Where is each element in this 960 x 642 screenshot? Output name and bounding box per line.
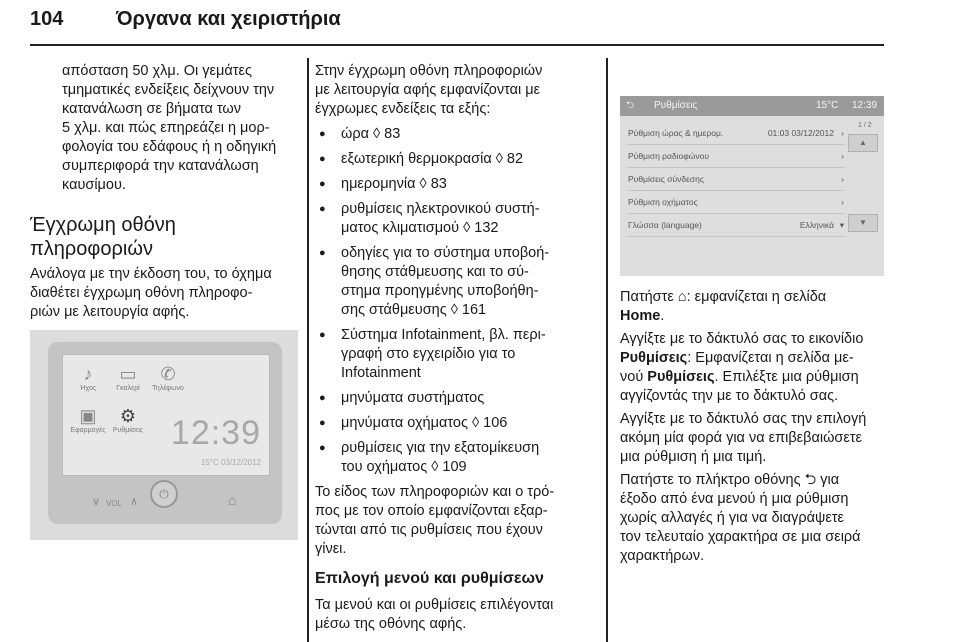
column-divider xyxy=(307,58,309,642)
time: 12:39 xyxy=(852,100,878,111)
list-item: ● μηνύματα οχήματος ◊ 106 xyxy=(315,414,595,433)
chevron-right-icon: › xyxy=(841,151,844,161)
list-item: ● μηνύματα συστήματος xyxy=(315,389,595,408)
unit-housing xyxy=(48,342,282,524)
list-item: ● οδηγίες για το σύστημα υποβοή- θησης στάθμευσης και το σύ- στημα προηγμένης υποβοήθη- σης στάθμευσης ◊ 161 xyxy=(315,244,595,320)
phone-tile: ✆ Τηλέφωνο xyxy=(149,363,187,392)
settings-list xyxy=(628,122,844,237)
list-item: ● Σύστημα Infotainment, βλ. περι- γραφή στο εγχειρίδιο για το Infotainment xyxy=(315,326,595,383)
audio-tile: ♪ Ήχος xyxy=(69,363,107,392)
settings-menu-illustration xyxy=(620,96,884,276)
list-item: ● ρυθμίσεις για την εξατομίκευση του οχήματος ◊ 109 xyxy=(315,439,595,477)
settings-title: Ρυθμίσεις xyxy=(654,100,698,111)
chevron-right-icon: › xyxy=(841,128,844,138)
section-body: Ανάλογα με την έκδοση του, το όχημα διαθέτει έγχρωμη οθόνη πληροφο- ριών με λειτουργία αφής. xyxy=(30,266,272,320)
continued-paragraph: απόσταση 50 χλμ. Οι γεμάτες τμηματικές ενδείξεις δείχνουν την κατανάλωση σε βήματα των 5 χλμ. και πώς επηρεάζει η μορ- φολογία του εδάφους ή η οδηγική συμπεριφορά την κατανάλωση καυσίμου. xyxy=(62,63,277,193)
chevron-right-icon: › xyxy=(841,174,844,184)
scroll-up-icon: ▲ xyxy=(848,134,878,152)
column-divider xyxy=(606,58,608,642)
list-item: ● εξωτερική θερμοκρασία ◊ 82 xyxy=(315,150,595,169)
home-icon: ⌂ xyxy=(228,492,237,508)
gallery-icon: ▭ xyxy=(119,364,137,384)
phone-icon: ✆ xyxy=(160,364,176,384)
chapter-title: Όργανα και χειριστήρια xyxy=(116,8,341,30)
settings-row: Ρύθμιση ραδιοφώνου › xyxy=(628,145,844,168)
settings-row: Γλώσσα (language) Ελληνικά ▾ xyxy=(628,214,844,237)
page-number: 104 xyxy=(30,8,64,30)
header-rule xyxy=(30,44,884,46)
clock-display: 12:39 xyxy=(170,414,261,452)
subsection-heading: Επιλογή μενού και ρυθμίσεων xyxy=(315,570,544,587)
after-paragraph: Το είδος των πληροφοριών και ο τρό- πος με τον οποίο εμφανίζονται εξαρ- τώνται από τις ρυθμίσεις που έχουν γίνει. xyxy=(315,484,555,557)
volume-up-icon: ∧ xyxy=(130,496,139,508)
list-item: ● ημερομηνία ◊ 83 xyxy=(315,175,595,194)
temperature: 15°C xyxy=(816,100,839,111)
settings-row: Ρυθμίσεις σύνδεσης › xyxy=(628,168,844,191)
vol-label: VOL xyxy=(106,499,123,508)
page-indicator: 1 / 2 xyxy=(858,122,872,129)
gallery-tile: ▭ Γκαλερί xyxy=(109,363,147,392)
gear-icon: ⚙ xyxy=(119,406,137,426)
music-note-icon: ♪ xyxy=(83,364,93,384)
settings-title-bar xyxy=(620,96,884,116)
section-heading: Έγχρωμη οθόνη πληροφοριών xyxy=(30,214,176,260)
column-1 xyxy=(30,62,300,322)
column-3 xyxy=(620,288,890,570)
list-item: ● ρυθμίσεις ηλεκτρονικού συστή- ματος κλιματισμού ◊ 132 xyxy=(315,200,595,238)
intro-paragraph: Στην έγχρωμη οθόνη πληροφοριών με λειτουργία αφής εμφανίζονται με έγχρωμες ενδείξεις τα εξής: xyxy=(315,63,543,117)
back-paragraph: Πατήστε το πλήκτρο οθόνης ⮌ για έξοδο από ένα μενού ή μια ρύθμιση χωρίς αλλαγές ή για να διαγράψετε τον τελευταίο χαρακτήρα σε μια σειρά χαρακτήρων. xyxy=(620,472,861,564)
settings-row: Ρύθμιση οχήματος › xyxy=(628,191,844,214)
settings-row: Ρύθμιση ώρας & ημερομ. 01:03 03/12/2012 › xyxy=(628,122,844,145)
home-paragraph: Πατήστε ⌂: εμφανίζεται η σελίδα Home. xyxy=(620,289,827,324)
settings-paragraph: Αγγίξτε με το δάκτυλό σας το εικονίδιο Ρυθμίσεις: Εμφανίζεται η σελίδα με- νού Ρυθμίσεις. Επιλέξτε μια ρύθμιση αγγίζοντάς την με το δάκτυλό σας. xyxy=(620,331,864,404)
info-list xyxy=(315,125,595,477)
scroll-down-icon: ▼ xyxy=(848,214,878,232)
touch-screen xyxy=(62,354,270,476)
list-item: ● ώρα ◊ 83 xyxy=(315,125,595,144)
apps-tile: ▣ Εφαρμογές xyxy=(70,406,106,434)
chevron-down-icon: ▾ xyxy=(839,220,844,230)
confirm-paragraph: Αγγίξτε με το δάκτυλό σας την επιλογή ακόμη μία φορά για να επιβεβαιώσετε μια ρύθμιση ή μια τιμή. xyxy=(620,411,867,465)
home-icon: ⌂ xyxy=(677,289,687,305)
subsection-body: Τα μενού και οι ρυθμίσεις επιλέγονται μέσω της οθόνης αφής. xyxy=(315,597,554,632)
power-icon: ⏻ xyxy=(150,480,178,508)
apps-icon: ▣ xyxy=(79,406,97,426)
chevron-right-icon: › xyxy=(841,197,844,207)
column-2 xyxy=(315,62,595,634)
temp-date-display: 15°C 03/12/2012 xyxy=(200,458,261,467)
infotainment-unit-illustration xyxy=(30,330,298,540)
volume-down-icon: ∨ xyxy=(92,496,101,508)
back-icon: ⮌ xyxy=(626,100,635,111)
back-icon: ⮌ xyxy=(804,472,817,488)
settings-tile: ⚙ Ρυθμίσεις xyxy=(109,405,147,434)
